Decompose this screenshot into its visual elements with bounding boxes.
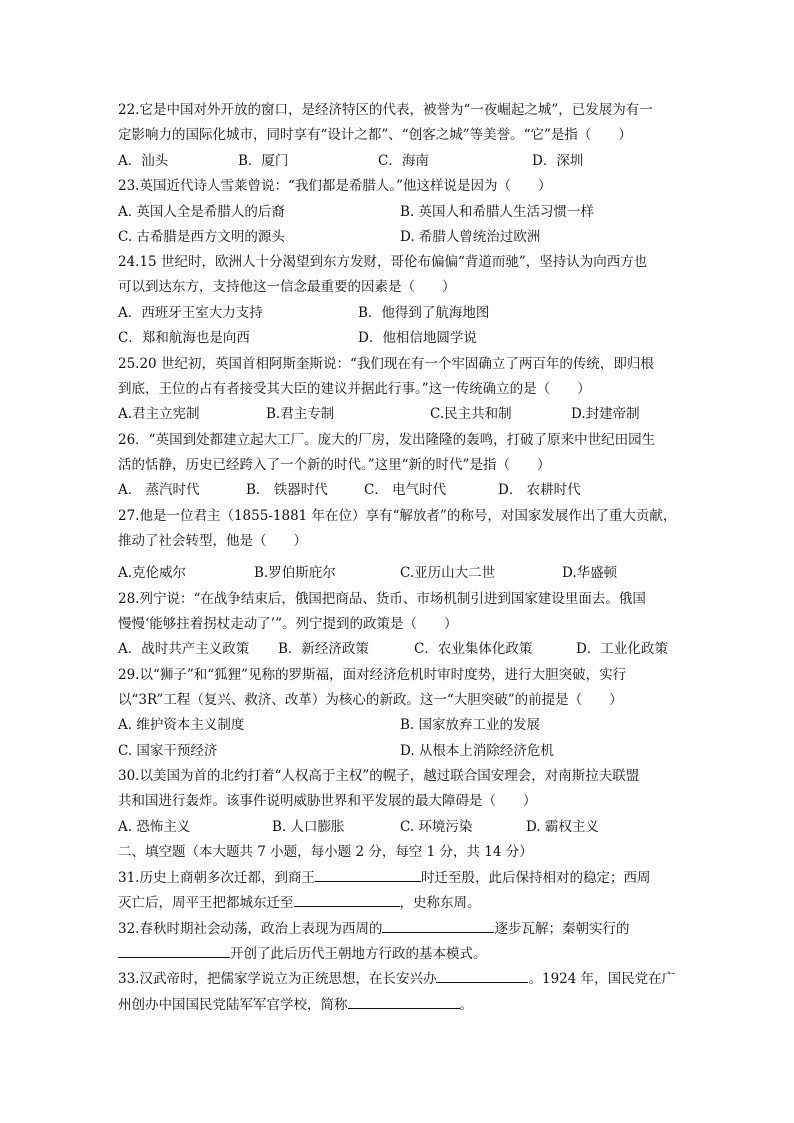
q28-option-c: C．农业集体化政策 <box>414 641 533 657</box>
q31-line2 <box>118 892 481 912</box>
q33-line1 <box>118 968 675 988</box>
q25-option-d: D.封建帝制 <box>571 406 640 422</box>
q23-option-a: A. 英国人全是希腊人的后裔 <box>118 204 285 220</box>
q33-text-3: 州创办中国国民党陆军军官学校，简称 <box>118 997 348 1013</box>
q26-stem-line2: 活的恬静，历史已经跨入了一个新的时代。”这里“新的时代”是指（ ） <box>118 457 551 473</box>
q31-blank-2[interactable] <box>294 892 400 907</box>
q31-line1 <box>118 867 650 887</box>
q28-option-b: B．新经济政策 <box>278 641 369 657</box>
q26-stem-line1: 26．“英国到处都建立起大工厂。庞大的厂房，发出隆隆的轰鸣，打破了原来中世纪田园生 <box>118 432 656 448</box>
q33-text-1: 33.汉武帝时，把儒家学说立为正统思想，在长安兴办 <box>118 971 437 987</box>
q24-option-b: B．他得到了航海地图 <box>358 305 490 321</box>
q31-text-4: ，史称东周。 <box>399 895 481 911</box>
q25-option-a: A.君主立宪制 <box>118 406 200 422</box>
q30-stem-line2: 共和国进行轰炸。该事件说明威胁世界和平发展的最大障碍是（ ） <box>118 793 537 809</box>
q27-stem-line1: 27.他是一位君主（1855-1881 年在位）享有“解放者”的称号，对国家发展作出了重大贡献， <box>118 508 677 524</box>
q32-blank-2[interactable] <box>118 943 230 958</box>
q27-option-a: A.克伦威尔 <box>118 565 187 581</box>
q27-stem-line2: 推动了社会转型，他是（ ） <box>118 533 307 549</box>
q23-stem-line1: 23.英国近代诗人雪莱曾说：“我们都是希腊人。”他这样说是因为（ ） <box>118 178 552 194</box>
q33-text-4: 。 <box>459 997 473 1013</box>
q30-stem-line1: 30.以美国为首的北约打着“人权高于主权”的幌子，越过联合国安理会，对南斯拉夫联盟 <box>118 768 640 784</box>
q31-text-2: 时迁至殷，此后保持相对的稳定；西周 <box>420 870 651 886</box>
q26-option-c: C． 电气时代 <box>364 482 447 498</box>
q28-option-a: A．战时共产主义政策 <box>118 641 250 657</box>
q26-option-a: A． 蒸汽时代 <box>118 482 200 498</box>
section-heading-fill-in: 二、填空题（本大题共 7 小题，每小题 2 分，每空 1 分，共 14 分） <box>118 844 533 860</box>
q22-stem-line2: 定影响力的国际化城市，同时享有“设计之都”、“创客之城”等美誉。“它”是指（ ） <box>118 127 632 143</box>
q31-text-3: 灭亡后，周平王把都城东迁至 <box>118 895 294 911</box>
q24-option-c: C．郑和航海也是向西 <box>118 330 250 346</box>
q30-option-d: D. 霸权主义 <box>526 819 599 835</box>
q32-text-3: 开创了此后历代王朝地方行政的基本模式。 <box>230 946 487 962</box>
q28-option-d: D．工业化政策 <box>576 641 668 657</box>
q32-text-2: 逐步瓦解；秦朝实行的 <box>494 921 630 937</box>
q22-stem-line1: 22.它是中国对外开放的窗口，是经济特区的代表，被誉为“一夜崛起之城”，已发展为有一 <box>118 102 653 118</box>
q28-stem-line2: 慢慢‘能够拄着拐杖走动了’”。列宁提到的政策是（ ） <box>118 616 458 632</box>
q27-option-b: B.罗伯斯庇尔 <box>254 565 336 581</box>
q24-stem-line2: 可以到达东方，支持他这一信念最重要的因素是（ ） <box>118 279 456 295</box>
q29-option-d: D. 从根本上消除经济危机 <box>400 743 554 759</box>
q30-option-c: C. 环境污染 <box>400 819 473 835</box>
q31-blank-1[interactable] <box>315 867 421 882</box>
q24-option-d: D．他相信地圆学说 <box>358 330 477 346</box>
q33-blank-1[interactable] <box>436 968 528 983</box>
q26-option-d: D． 农耕时代 <box>498 482 581 498</box>
q23-option-c: C. 古希腊是西方文明的源头 <box>118 229 285 245</box>
q29-option-b: B. 国家放弃工业的发展 <box>400 717 541 733</box>
q33-blank-2[interactable] <box>348 994 460 1009</box>
q33-text-2: 。1924 年，国民党在广 <box>528 971 676 987</box>
q23-option-d: D. 希腊人曾统治过欧洲 <box>400 229 541 245</box>
q27-option-d: D.华盛顿 <box>562 565 618 581</box>
q25-stem-line1: 25.20 世纪初，英国首相阿斯奎斯说：“我们现在有一个牢固确立了两百年的传统，即归根 <box>118 356 654 372</box>
q25-option-c: C.民主共和制 <box>430 406 512 422</box>
q24-stem-line1: 24.15 世纪时，欧洲人十分渴望到东方发财，哥伦布偏偏“背道而驰”，坚持认为向西方也 <box>118 254 648 270</box>
q29-option-c: C. 国家干预经济 <box>118 743 218 759</box>
q22-option-d: D．深圳 <box>532 153 584 169</box>
q25-option-b: B.君主专制 <box>266 406 335 422</box>
q29-stem-line2: 以“3R”工程（复兴、救济、改革）为核心的新政。这一“大胆突破”的前提是（ ） <box>118 692 623 708</box>
q28-stem-line1: 28.列宁说：“在战争结束后，俄国把商品、货币、市场机制引进到国家建设里面去。俄国 <box>118 591 646 607</box>
q30-option-a: A. 恐怖主义 <box>118 819 191 835</box>
q24-option-a: A．西班牙王室大力支持 <box>118 305 263 321</box>
q32-text-1: 32.春秋时期社会动荡，政治上表现为西周的 <box>118 921 383 937</box>
q30-option-b: B. 人口膨胀 <box>272 819 345 835</box>
q22-option-c: C．海南 <box>378 153 429 169</box>
q31-text-1: 31.历史上商朝多次迁都，到商王 <box>118 870 315 886</box>
q23-option-b: B. 英国人和希腊人生活习惯一样 <box>400 204 595 220</box>
q29-option-a: A. 维护资本主义制度 <box>118 717 245 733</box>
q32-line1 <box>118 918 629 938</box>
q22-option-b: B．厦门 <box>238 153 289 169</box>
q26-option-b: B． 铁器时代 <box>246 482 328 498</box>
q33-line2 <box>118 994 473 1014</box>
q32-blank-1[interactable] <box>382 918 494 933</box>
q32-line2 <box>118 943 487 963</box>
q25-stem-line2: 到底，王位的占有者接受其大臣的建议并据此行事。”这一传统确立的是（ ） <box>118 381 591 397</box>
q22-option-a: A．汕头 <box>118 153 169 169</box>
q27-option-c: C.亚历山大二世 <box>400 565 496 581</box>
q29-stem-line1: 29.以“狮子”和“狐狸”见称的罗斯福，面对经济危机时审时度势，进行大胆突破，实行 <box>118 667 627 683</box>
